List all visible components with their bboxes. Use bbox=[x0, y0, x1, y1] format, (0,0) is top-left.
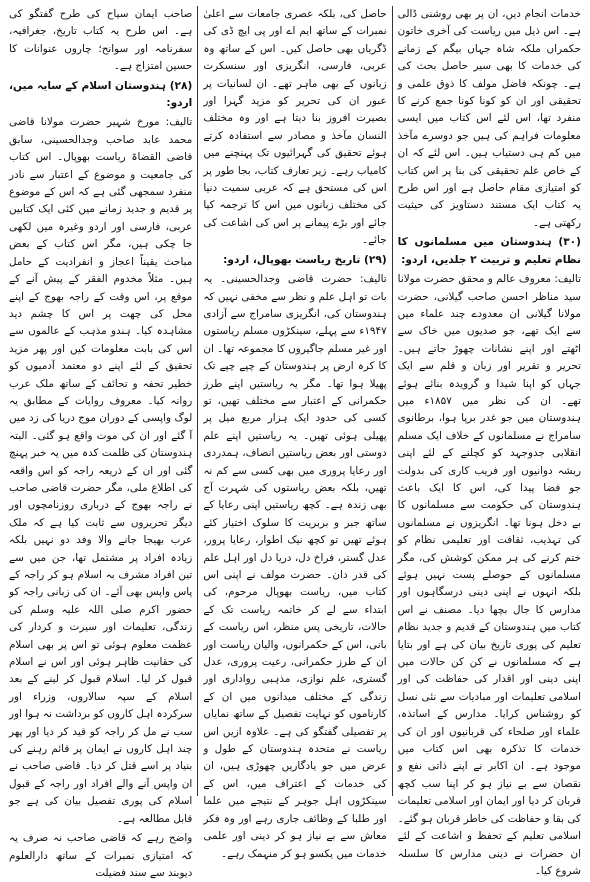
paragraph: واضح رہے کہ قاضی صاحب نہ صرف یہ کہ امتیازی نمبرات کے ساتھ دارالعلوم دیوبند سے سند فضیلت bbox=[9, 832, 193, 879]
section-heading: (۲۹) تاریخ ریاست بھوپال، اردو: bbox=[223, 253, 387, 266]
section-heading: (۲۸) ہندوستان اسلام کے سایہ میں، اردو: bbox=[9, 79, 193, 110]
section-heading: (۳۰) ہندوستان میں مسلمانوں کا نظام تعلیم و تربیت ۲ جلدیں، اردو: bbox=[397, 236, 581, 266]
column-divider bbox=[392, 6, 393, 796]
column-left bbox=[393, 6, 586, 877]
column-middle bbox=[198, 6, 391, 860]
paragraph: حاصل کی، بلکہ عصری جامعات سے اعلیٰ نمبرات کے ساتھ ایم اے اور پی ایچ ڈی کی ڈگریاں بھی حاصل کیں۔ اس کے ساتھ وہ عربی، فارسی، انگریزی اور سنسکرت زبانوں کے بھی ماہر تھے۔ ان لسانیات پر عبور ان کی تحریر کو مزید گہرا اور بصیرت افروز بنا دیتا ہے اور وہ مختلف النسان مآخذ و مصادر سے استفادہ کرتے ہوئے تحقیق کی گہرائیوں تک پہنچنے میں کامیاب رہے۔ زیر تعارف کتاب، بجا طور پر اس کی مستحق ہے کہ عربی سمیت دنیا کی مختلف زبانوں میں اس کا ترجمہ کیا جائے اور بڑے پیمانے پر اس کی اشاعت کی جائے۔ bbox=[203, 8, 387, 247]
paragraph: خدمات انجام دیں، ان پر بھی روشنی ڈالی ہے۔ اس ذیل میں ریاست کی آخری خاتون حکمراں ملکہ شاہ جہاں بیگم کے زمانے کی خدمات کا بھی سیر حاصل بحث کی ہے۔ چونکہ فاضل مولف کا ذوق علمی و تحقیقی اور ان کو کونا کونا جمع کرنے کا منفرد تھا، اس لئے اس کتاب میں ایسی معلومات فراہم کی ہیں جو دوسرے مآخذ میں کم ہی دستیاب ہیں۔ اس لئے کہ ان کے خاص علم تحقیقی کی بنا پر اس کتاب کو امتیازی مقام حاصل ہے اور اس طرح یہ کتاب ایک مستند دستاویز کی حیثیت رکھتی ہے۔ bbox=[397, 8, 581, 229]
paragraph: تالیف: حضرت قاضی وجدالحسینی۔ یہ بات تو اہل علم و نظر سے مخفی نہیں کہ ہندوستان کی، انگریزی سامراج سے آزادی ۱۹۴۷ء سے پہلے، سینکڑوں مسلم ریاستوں اور غیر مسلم جاگیروں کا مجموعہ تھا۔ ان کا کرہ ارض پر ہندوستان کے چپے چپے تک پھیلا ہوا تھا۔ مگر یہ ریاستیں اپنے طرز حکمرانی کے اعتبار سے مختلف تھیں، تو کسی کی حدود ایک ہزار مربع میل پر پھیلی ہوئی تھیں۔ یہ ریاستیں اپنے علم دوستی اور بعض ریاستیں انصاف، ہمدردی اور رعایا پروری میں بھی کسی سے کم نہ تھیں، بلکہ بعض ریاستوں کی شہرت آج بھی زندہ ہے۔ کچھ ریاستیں اپنی رعایا کے ساتھ جبر و بربریت کا سلوک اختیار کئے ہوئے تھیں تو کچھ نیک اطوار، رعایا پرور، عدل گستر، فراخ دل، دریا دل اور اہل علم کی قدر دان۔ حضرت مولف نے اپنی اس کتاب میں، ریاست بھوپال مرحوم، کی ابتداء سے لے کر خاتمہ ریاست تک کے حالات، تاریخی پس منظر، اس ریاست کے بانی، اس کے حکمرانوں، والیان ریاست اور ان کے طرز حکمرانی، رعیت پروری، عدل گستری، علم نوازی، مذہبی رواداری اور زندگی کے مختلف میدانوں میں ان کے کارناموں کو نہایت تفصیل کے ساتھ نمایاں پر تفصیلی گفتگو کی ہے۔ علاوہ ازیں اس ریاست نے متحدہ ہندوستان کے طول و عرض میں جو یادگاریں چھوڑی ہیں، ان کی خدمات کے اعتراف میں، اس کے سینکڑوں اہل جوہر کے نتیجے میں علما اور طلبا کے وظائف جاری رہے اور وہ فکر معاش سے بے نیاز ہو کر دینی اور علمی خدمات میں یکسو ہو کر منہمک رہے۔ bbox=[203, 273, 387, 860]
paragraph: تالیف: مورخ شہیر حضرت مولانا قاضی محمد عابد صاحب وجدالحسینی، سابق قاضی القضاۃ ریاست بھوپال۔ اس کتاب کی جامعیت و موضوع کے اعتبار سے نادر منفرد سمجھی گئی ہے کہ اس کے موضوع پر قدیم و جدید زمانے میں کئی ایک کتابیں عربی، فارسی اور اردو وغیرہ میں لکھی جا چکی ہیں، مگر اس کتاب کے بعض مباحث یقیناً اعجاز و انفرادیت کے حامل ہیں۔ مثلاً مخدوم الفقر کے پیش آنے کے موقع پر، اس وقت کے راجہ بھوج کے اپنے محل کی چھت پر اس کا چشم دید مشاہدہ کیا۔ ہندو مذہب کے عالموں سے اس کی بابت معلومات کیں اور پھر مزید تحقیق کے لئے اپنے دو معتمد آدمیوں کو خطیر تحفہ و تحائف کے ساتھ ملک عرب روانہ کیا۔ معروف روایات کے مطابق یہ لوگ واپسی کے دوران موج دریا کی زد میں آ گئے اور ان کی موت واقع ہو گئی۔ البتہ ہندوستان کی ظلمت کدہ میں یہ خبر پہنچ گئی اور ان کے ذریعہ راجہ کو اس واقعہ کی اطلاع ملی، مگر حضرت قاضی صاحب نے راجہ بھوج کے درباری روزنامچوں اور دیگر تحریروں سے ثابت کیا ہے کہ ملک عرب بھیجا جانے والا وفد دو نہیں بلکہ زیادہ افراد پر مشتمل تھا، جن میں سے تین افراد مشرف بہ اسلام ہو کر راجہ کے پاس واپس بھی آئے۔ ان کی زبانی راجہ کو حضور اکرم صلی اللہ علیہ وسلم کی زندگی، تعلیمات اور سیرت و کردار کی عظمت معلوم ہوئی تو اس پر بھی اسلام کی حقانیت ظاہر ہوئی اور اس نے اسلام قبول کر لیا۔ اسلام قبول کر لینے کے بعد اسلام کے سپہ سالاروں، وزراء اور سرکردہ اہل کاروں کو برداشت نہ ہوا اور سب نے مل کر راجہ کو قید کر دیا اور پھر چند اہل کاروں نے ایمان پر قائم رہنے کی بنیاد پر اسے قتل کر دیا۔ قاضی صاحب نے ان واپس آنے والے افراد اور راجہ کے قبول اسلام کی پوری تفصیل بیان کی ہے جو قابل مطالعہ ہے۔ bbox=[9, 116, 193, 825]
column-divider bbox=[197, 6, 198, 796]
paragraph: صاحب ایمان سیاح کی طرح گفتگو کی ہے۔ اس طرح یہ کتاب تاریخ، جغرافیہ، سفرنامہ اور سوانح؛ چاروں عنوانات کا حسین امتزاج ہے۔ bbox=[9, 8, 193, 73]
column-right bbox=[4, 6, 197, 879]
paragraph: تالیف: معروف عالم و محقق حضرت مولانا سید مناظر احسن صاحب گیلانی، حضرت مولانا گیلانی ان معدودے چند علماء میں سے ایک تھے، جو صدیوں میں خاک سے اٹھتے اور اپنے نشانات چھوڑ جاتے ہیں۔ تحریر و تقریر اور زبان و قلم سے ایک جہاں کو اپنا شیدا و گرویدہ بنائے ہوئے تھے۔ ان کی نظر میں ۱۸۵۷ء میں ہندوستان میں جو غدر برپا ہوا، برطانوی سامراج نے مسلمانوں کے خلاف ایک مسلم انقلابی جدوجہد کو کچلنے کے لئے اپنی ریشہ دوانیوں اور فریب کاری کی بدولت جو فضا پیدا کی، اس کا ایک باعث ہندوستان کی حکومت سے مسلمانوں کا بے دخل ہونا تھا۔ انگریزوں نے مسلمانوں کی تہذیب، ثقافت اور تعلیمی نظام کو ختم کرنے کی ہر ممکن کوشش کی، مگر مسلمانوں کے حوصلے پست نہیں ہوئے بلکہ انہوں نے اپنی دینی درسگاہوں اور مدارس کا جال بچھا دیا۔ مصنف نے اس کتاب میں ہندوستان کے قدیم و جدید نظام تعلیم کی پوری تاریخ بیان کی ہے اور بتایا ہے کہ مسلمانوں نے کن کن حالات میں اپنی دینی اور اقدار کی حفاظت کی اور اسلامی تعلیمات اور مبادیات سے نئی نسل کو روشناس کرایا۔ مدارس کے اساتذہ، علماء اور صلحاء کی قربانیوں اور ان کی خدمات کا تذکرہ بھی اس کتاب میں موجود ہے۔ ان اکابر نے اپنے ذاتی نفع و نقصان سے بے نیاز ہو کر اپنا سب کچھ قربان کر دیا اور ایمان اور اسلامی تعلیمات کی بقا و حفاظت کی خاطر قربان ہو گئے۔ اسلامی تعلیم کے تحفظ و اشاعت کے لئے ان حضرات نے دینی مدارس کا سلسلہ شروع کیا۔ bbox=[397, 273, 581, 877]
